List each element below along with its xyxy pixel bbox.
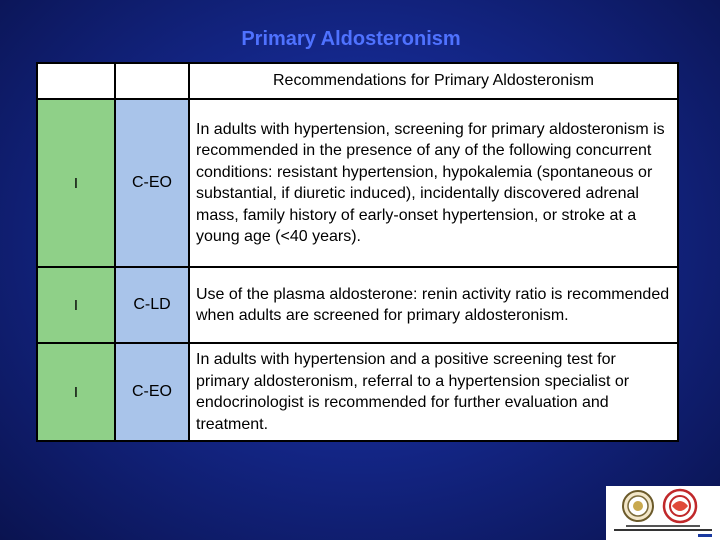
recommendation-text: In adults with hypertension, screening for primary aldosteronism is recommended in the presence of any of the following concurrent conditions: resistant hypertension, hypokalemia (spontaneous or substantial, if diuretic induced), incidentally discovered adrenal mass, family history of early-onset hypertension, or stroke at a young age (<40 years).	[189, 99, 678, 267]
cor-cell: I	[37, 99, 115, 267]
table-row	[37, 343, 678, 441]
logo-caption-graphic	[608, 524, 718, 540]
society-emblem-icon	[664, 490, 696, 522]
university-seal-icon	[623, 491, 653, 521]
loe-cell: C-EO	[115, 343, 189, 441]
recommendation-text: In adults with hypertension and a positive screening test for primary aldosteronism, referral to a hypertension specialist or endocrinologist is recommended for further evaluation and treatment.	[189, 343, 678, 441]
loe-cell: C-EO	[115, 99, 189, 267]
table-header: Recommendations for Primary Aldosteronism	[189, 63, 678, 99]
header-cell-blank-1	[37, 63, 115, 99]
cor-cell: I	[37, 267, 115, 343]
table-row	[37, 267, 678, 343]
logo-graphics	[606, 486, 720, 526]
recommendations-table	[36, 62, 679, 442]
header-cell-blank-2	[115, 63, 189, 99]
table-row	[37, 99, 678, 267]
loe-cell: C-LD	[115, 267, 189, 343]
recommendation-text: Use of the plasma aldosterone: renin activity ratio is recommended when adults are screened for primary aldosteronism.	[189, 267, 678, 343]
table-header-row	[37, 63, 678, 99]
logo-panel	[606, 486, 720, 540]
slide-title: Primary Aldosteronism	[241, 28, 461, 50]
cor-cell: I	[37, 343, 115, 441]
